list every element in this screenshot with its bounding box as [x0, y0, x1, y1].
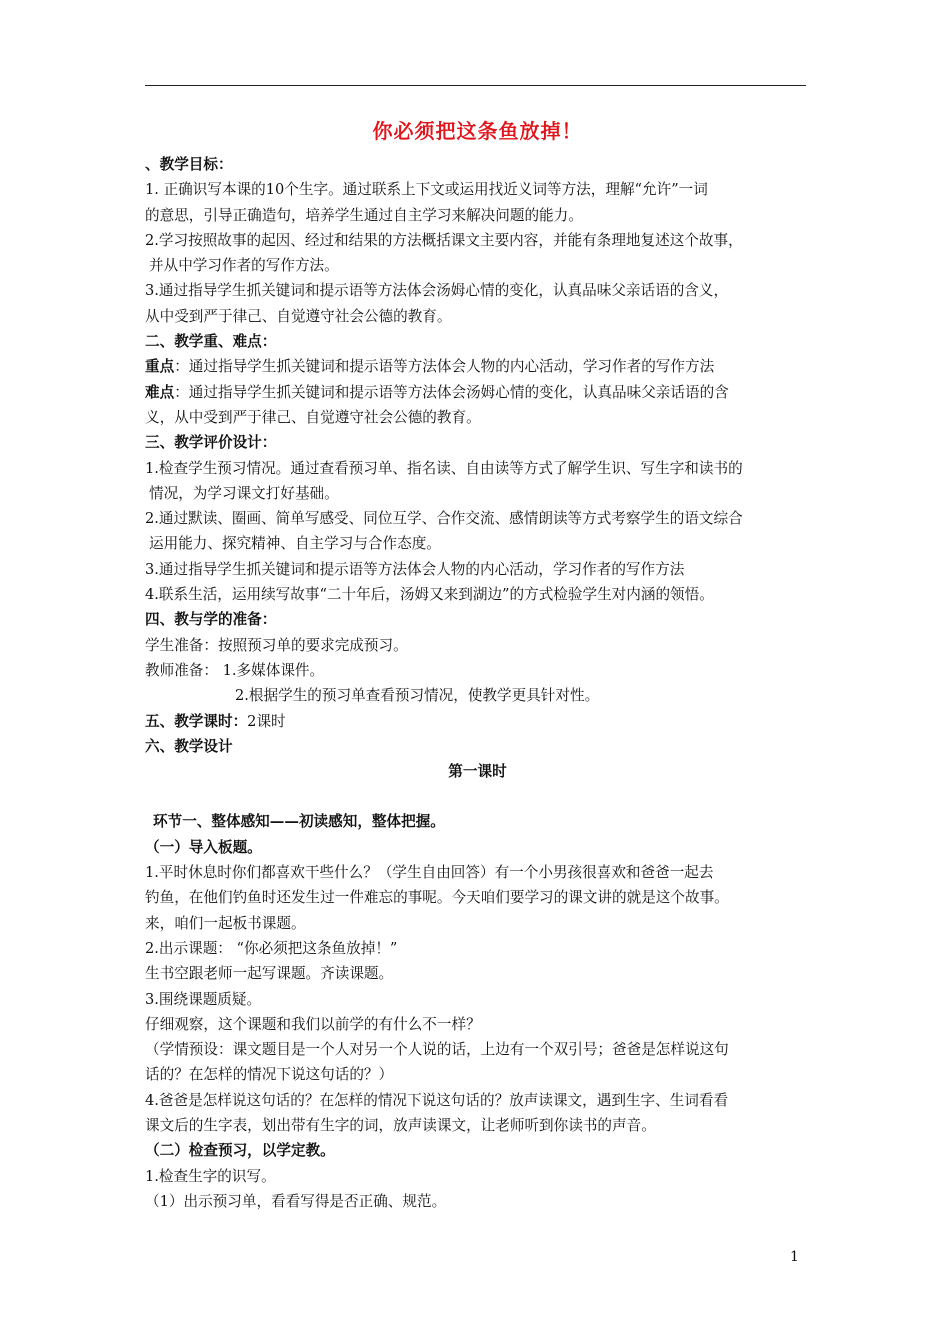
paragraph: 生书空跟老师一起写课题。齐读课题。	[145, 965, 394, 983]
spacer	[145, 784, 810, 809]
goals-heading: 、教学目标：	[145, 156, 233, 173]
paragraph: 教师准备： 1.多媒体课件。	[145, 661, 325, 679]
document-body	[145, 118, 810, 1214]
difficult-label: 难点	[145, 383, 175, 401]
paragraph: 来，咱们一起板书课题。	[145, 914, 306, 932]
design-heading: 六、教学设计	[145, 737, 233, 755]
lesson-heading: 第一课时	[448, 763, 507, 781]
paragraph: 2.通过默读、圈画、简单写感受、同位互学、合作交流、感情朗读等方式考察学生的语文综合	[145, 510, 743, 528]
paragraph: 运用能力、探究精神、自主学习与合作态度。	[149, 535, 441, 553]
paragraph: 2.学习按照故事的起因、经过和结果的方法概括课文主要内容，并能有条理地复述这个故事，	[145, 231, 743, 249]
hours-heading: 五、教学课时：	[145, 712, 248, 730]
step-heading: 环节一、整体感知——初读感知，整体把握。	[153, 813, 445, 831]
evaluation-heading: 三、教学评价设计：	[145, 434, 277, 452]
paragraph: （学情预设：课文题目是一个人对另一个人说的话，上边有一个双引号；爸爸是怎样说这句	[145, 1041, 729, 1059]
paragraph: 课文后的生字表，划出带有生字的词，放声读课文，让老师听到你读书的声音。	[145, 1116, 656, 1134]
key-point	[145, 354, 810, 379]
paragraph: 3.通过指导学生抓关键词和提示语等方法体会人物的内心活动，学习作者的写作方法	[145, 560, 685, 578]
paragraph: （1）出示预习单，看看写得是否正确、规范。	[145, 1192, 447, 1210]
header-rule	[145, 85, 806, 86]
paragraph: 4.爸爸是怎样说这句话的？在怎样的情况下说这句话的？放声读课文，遇到生字、生词看看	[145, 1091, 729, 1109]
paragraph: 并从中学习作者的写作方法。	[149, 257, 339, 275]
paragraph: 2.根据学生的预习单查看预习情况，使教学更具针对性。	[235, 687, 600, 705]
difficult-point	[145, 380, 810, 405]
paragraph: 钓鱼，在他们钓鱼时还发生过一件难忘的事呢。今天咱们要学习的课文讲的就是这个故事。	[145, 889, 729, 907]
paragraph: 2.出示课题： “你必须把这条鱼放掉！”	[145, 939, 398, 957]
paragraph: 1.检查生字的识写。	[145, 1167, 276, 1185]
key-text: ：通过指导学生抓关键词和提示语等方法体会人物的内心活动，学习作者的写作方法	[174, 358, 715, 376]
hours-line	[145, 709, 810, 734]
difficult-text: ：通过指导学生抓关键词和提示语等方法体会汤姆心情的变化，认真品味父亲话语的含	[174, 383, 729, 401]
paragraph: 情况，为学习课文打好基础。	[149, 484, 339, 502]
part-heading: （二）检查预习，以学定教。	[145, 1142, 335, 1160]
paragraph: 3.通过指导学生抓关键词和提示语等方法体会汤姆心情的变化，认真品味父亲话语的含义，	[145, 282, 729, 300]
paragraph: 1. 正确识写本课的10个生字。通过联系上下文或运用找近义词等方法，理解“允许”一词	[145, 181, 708, 199]
paragraph: 从中受到严于律己、自觉遵守社会公德的教育。	[145, 307, 452, 325]
page-number: 1	[790, 1249, 799, 1265]
part-heading: （一）导入板题。	[145, 838, 262, 856]
paragraph: 1.平时休息时你们都喜欢干些什么？（学生自由回答）有一个小男孩很喜欢和爸爸一起去	[145, 864, 714, 882]
paragraph: 1.检查学生预习情况。通过查看预习单、指名读、自由读等方式了解学生识、写生字和读书的	[145, 459, 743, 477]
paragraph: 的意思，引导正确造句，培养学生通过自主学习来解决问题的能力。	[145, 206, 583, 224]
key-label: 重点	[145, 358, 175, 376]
hours-value: 2课时	[247, 712, 286, 730]
paragraph: 话的？在怎样的情况下说这句话的？）	[145, 1066, 394, 1084]
paragraph: 4.联系生活，运用续写故事“二十年后，汤姆又来到湖边”的方式检验学生对内涵的领悟。	[145, 586, 714, 604]
preparation-heading: 四、教与学的准备：	[145, 611, 277, 629]
paragraph: 仔细观察，这个课题和我们以前学的有什么不一样？	[145, 1015, 481, 1033]
keypoints-heading: 二、教学重、难点：	[145, 333, 277, 351]
paragraph: 3.围绕课题质疑。	[145, 990, 262, 1008]
paragraph: 义，从中受到严于律己、自觉遵守社会公德的教育。	[145, 408, 481, 426]
paragraph: 学生准备：按照预习单的要求完成预习。	[145, 636, 408, 654]
document-title: 你必须把这条鱼放掉！	[372, 119, 583, 143]
